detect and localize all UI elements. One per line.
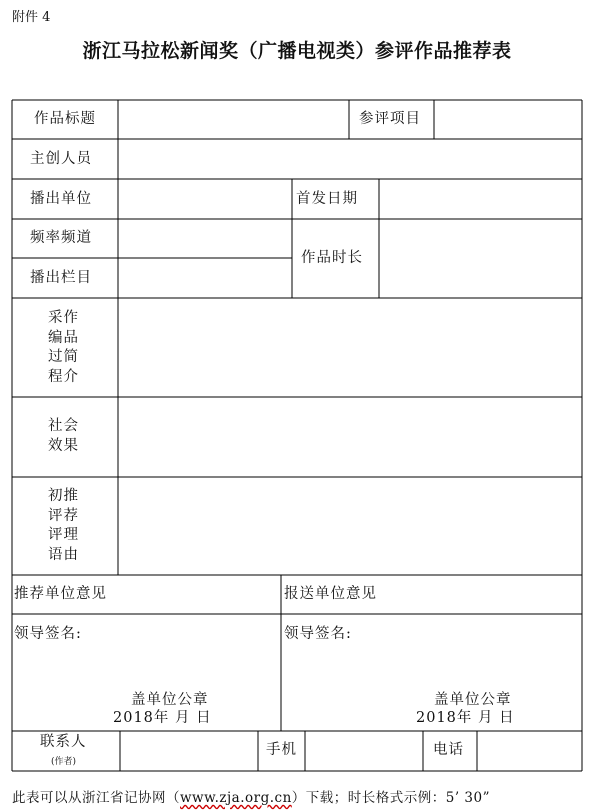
process-label-line: 采作 xyxy=(48,310,79,326)
social-effect-label xyxy=(48,417,79,456)
contact-sub-label: (作者) xyxy=(51,757,77,767)
social-effect-label-line: 社会 xyxy=(48,418,79,434)
leader-signature-label-right: 领导签名: xyxy=(284,626,352,642)
first-date-label: 首发日期 xyxy=(296,191,358,207)
footer-website-link[interactable]: www.zja.org.cn xyxy=(180,790,292,806)
social-effect-label-line: 效果 xyxy=(48,437,79,454)
footer-note xyxy=(12,786,490,806)
duration-label: 作品时长 xyxy=(301,250,363,266)
mobile-label: 手机 xyxy=(266,742,297,758)
category-label: 参评项目 xyxy=(359,111,421,127)
review-label-line: 初推 xyxy=(48,488,79,504)
attachment-label: 附件 4 xyxy=(12,10,51,25)
contact-label: 联系人 xyxy=(40,734,87,750)
leader-signature-label-left: 领导签名: xyxy=(14,626,82,642)
process-label-line: 程介 xyxy=(48,368,79,385)
review-label-line: 评理 xyxy=(48,527,79,543)
seal-label-right: 盖单位公章 xyxy=(434,692,512,708)
review-label xyxy=(48,487,79,565)
work-title-label: 作品标题 xyxy=(34,111,96,127)
date-right: 2018年 月 日 xyxy=(416,710,515,726)
creators-label: 主创人员 xyxy=(30,151,92,167)
footer-text-after: ）下载；时长格式示例：5’ 30” xyxy=(291,790,491,806)
process-label xyxy=(48,309,79,387)
footer-text-before: 此表可以从浙江省记协网（ xyxy=(12,790,180,806)
process-label-line: 过简 xyxy=(48,349,79,365)
date-left: 2018年 月 日 xyxy=(113,710,212,726)
review-label-line: 语由 xyxy=(48,546,79,563)
seal-label-left: 盖单位公章 xyxy=(131,692,209,708)
submitter-opinion-label: 报送单位意见 xyxy=(284,586,377,602)
form-title: 浙江马拉松新闻奖（广播电视类）参评作品推荐表 xyxy=(82,40,512,62)
phone-label: 电话 xyxy=(433,742,464,758)
recommender-opinion-label: 推荐单位意见 xyxy=(14,586,107,602)
process-label-line: 编品 xyxy=(48,329,79,346)
program-label: 播出栏目 xyxy=(30,270,92,286)
channel-label: 频率频道 xyxy=(30,230,92,246)
review-label-line: 评荐 xyxy=(48,507,79,524)
broadcaster-label: 播出单位 xyxy=(30,191,92,207)
